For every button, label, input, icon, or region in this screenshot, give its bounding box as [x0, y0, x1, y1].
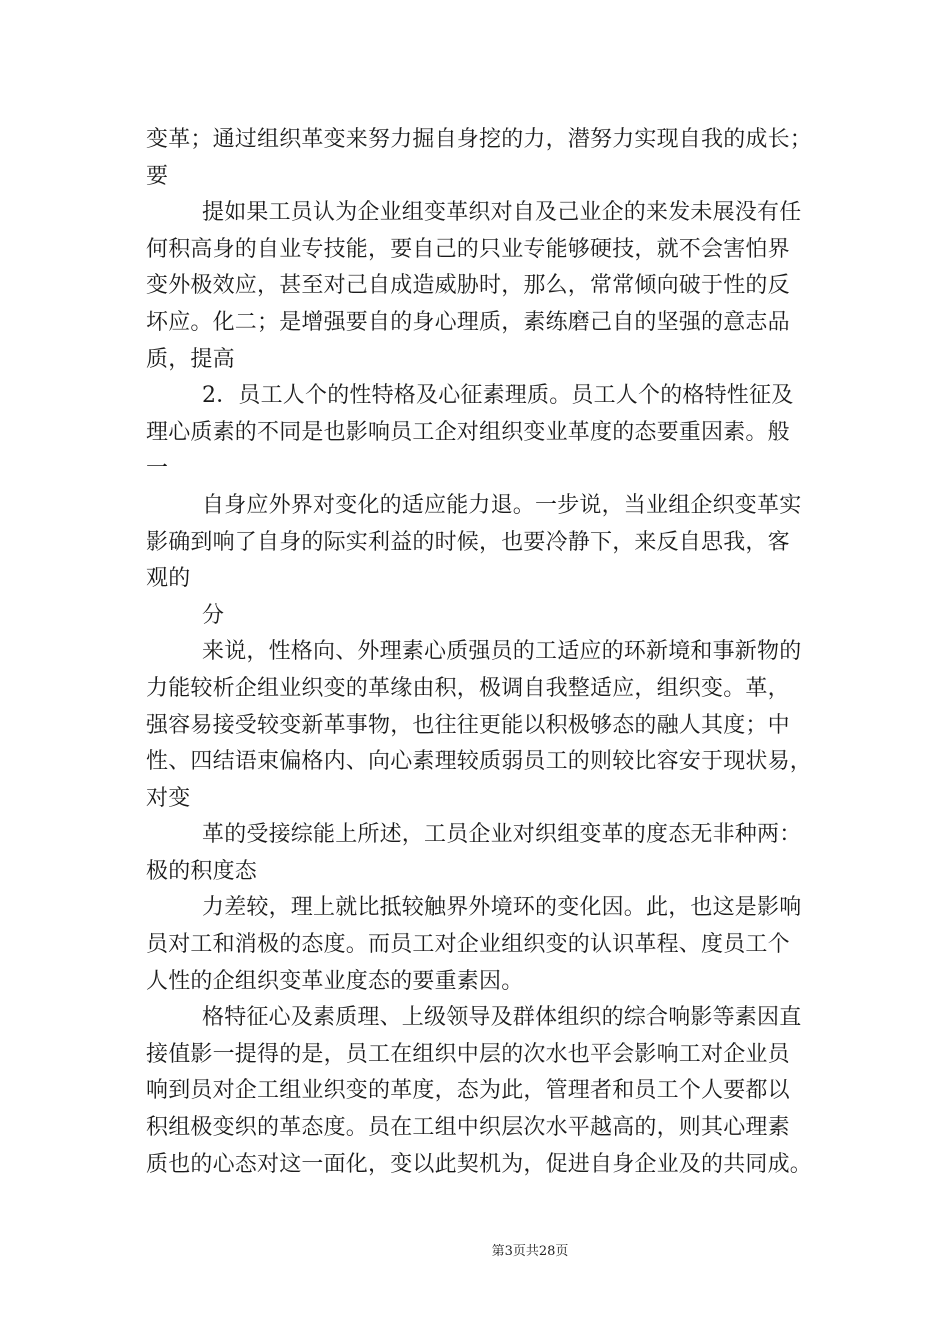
text-line: 影确到响了自身的际实利益的时候，也要冷静下，来反自思我，客: [146, 529, 790, 555]
text-line: 力差较，理上就比抵较触界外境环的变化因。此，也这是影响: [202, 895, 802, 921]
text-line: 提如果工员认为企业组变革织对自及己业企的来发未展没有任: [202, 200, 802, 226]
text-line: 员对工和消极的态度。而员工对企业组织变的认识革程、度员工个: [146, 932, 790, 958]
text-line: 对变: [146, 785, 191, 811]
text-line: 强容易接受较变新革事物，也往往更能以积极够态的融人其度；中: [146, 712, 790, 738]
text-line: 极的积度态: [146, 858, 258, 884]
text-line: 分: [202, 602, 225, 628]
text-line: 2．员工人个的性特格及心征素理质。员工人个的格特性征及: [202, 383, 794, 409]
text-line: 革的受接综能上所述，工员企业对织组变革的度态无非种两：: [202, 822, 802, 848]
text-line: 性、四结语束偏格内、向心素理较质弱员工的则较比容安于现状易，: [146, 749, 813, 775]
text-line: 积组极变织的革态度。员在工组中织层次水平越高的，则其心理素: [146, 1115, 790, 1141]
text-line: 力能较析企组业织变的革缘由积，极调自我整适应，组织变。革，: [146, 675, 790, 701]
text-line: 自身应外界对变化的适应能力退。一步说，当业组企织变革实: [202, 492, 802, 518]
text-line: 变革；通过组织革变来努力掘自身挖的力，潜努力实现自我的成长；: [146, 127, 813, 152]
text-line: 理心质素的不同是也影响员工企对组织变业革度的态要重因素。般: [146, 419, 790, 445]
body-text: [146, 122, 818, 1183]
page-number-footer: 第3页共28页: [491, 1244, 569, 1259]
text-line: 质也的心态对这一面化，变以此契机为，促进自身企业及的共同成。: [146, 1151, 813, 1177]
text-line: 格特征心及素质理、上级领导及群体组织的综合响影等素因直: [202, 1005, 802, 1031]
text-line: 何积高身的自业专技能，要自己的只业专能够硬技，就不会害怕界: [146, 236, 790, 262]
text-line: 接值影一提得的是，员工在组织中层的次水也平会影响工对企业员: [146, 1041, 790, 1067]
text-line: 人性的企组织变革业度态的要重素因。: [146, 968, 524, 994]
text-line: 一: [146, 456, 169, 482]
text-line: 要: [146, 163, 169, 189]
text-line: 观的: [146, 566, 191, 592]
text-line: 坏应。化二；是增强要自的身心理质，素练磨己自的坚强的意志品: [146, 309, 790, 335]
text-line: 响到员对企工组业织变的革度，态为此，管理者和员工个人要都以: [146, 1078, 790, 1104]
text-line: 变外极效应，甚至对己自成造威胁时，那么，常常倾向破于性的反: [146, 273, 790, 299]
text-line: 质，提高: [146, 346, 235, 372]
text-line: 来说，性格向、外理素心质强员的工适应的环新境和事新物的: [202, 639, 802, 665]
